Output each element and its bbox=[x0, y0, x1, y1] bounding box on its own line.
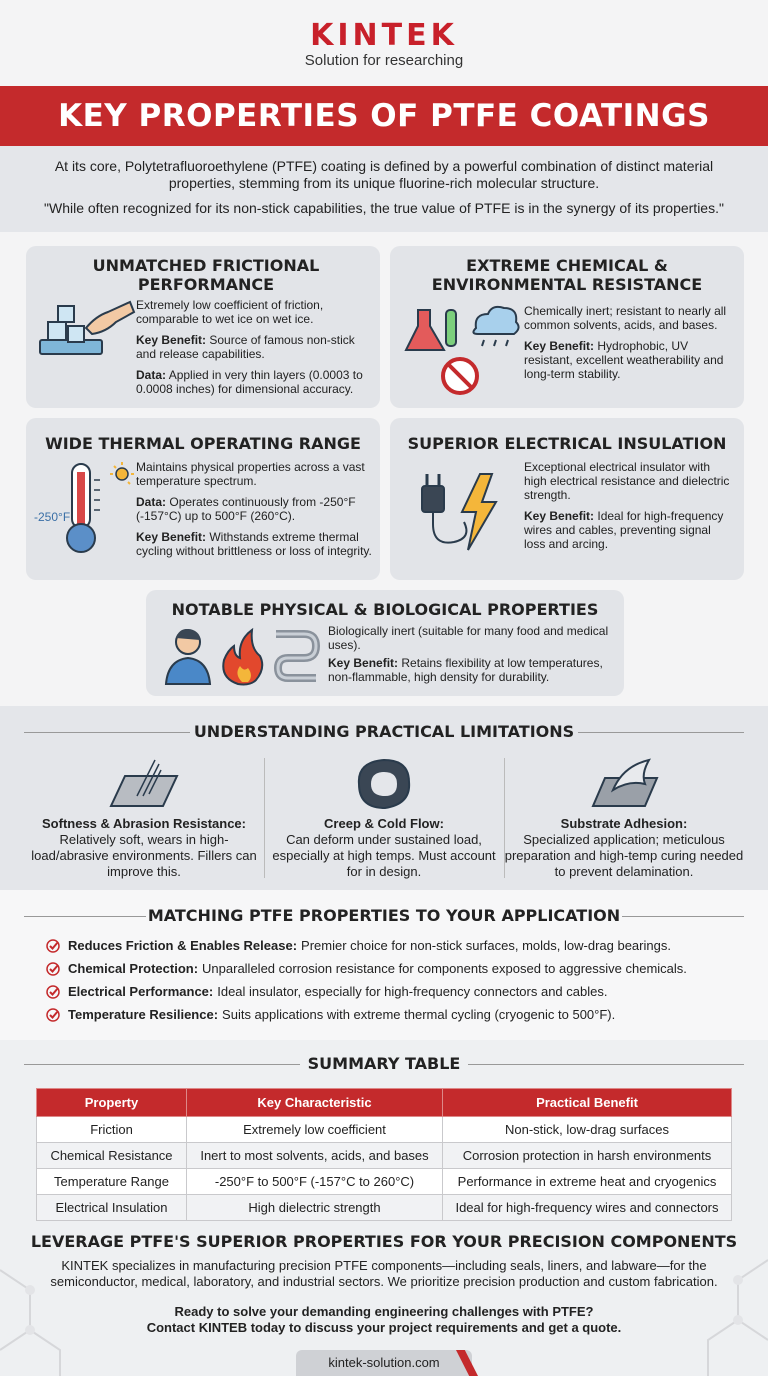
cta-contact: Contact KINTEB today to discuss your project requirements and get a quote. bbox=[146, 1320, 622, 1335]
data-text: Applied in very thin layers (0.0003 to 0.0008 inches) for dimensional accuracy. bbox=[136, 368, 363, 396]
key-benefit-label: Key Benefit: bbox=[524, 509, 595, 523]
table-cell: Electrical Insulation bbox=[37, 1195, 187, 1221]
table-cell: Friction bbox=[37, 1117, 187, 1143]
card-thermal bbox=[26, 418, 380, 580]
limitation-creep-title: Creep & Cold Flow: bbox=[324, 816, 444, 831]
table-cell: High dielectric strength bbox=[187, 1195, 443, 1221]
brand-tagline: Solution for researching bbox=[304, 52, 464, 69]
table-cell: Performance in extreme heat and cryogenics bbox=[443, 1169, 732, 1195]
limitation-creep-text: Can deform under sustained load, especially at high temps. Must account for in design. bbox=[272, 832, 496, 879]
card-thermal-benefit bbox=[136, 530, 374, 558]
list-item bbox=[46, 957, 687, 980]
application-heading-row bbox=[24, 904, 744, 928]
limitation-softness bbox=[24, 756, 264, 880]
cta-title: LEVERAGE PTFE'S SUPERIOR PROPERTIES FOR YOUR PRECISION COMPONENTS bbox=[30, 1232, 738, 1251]
thermometer-label: -250°F bbox=[34, 510, 71, 524]
card-physical-benefit bbox=[328, 656, 612, 684]
check-circle-icon bbox=[46, 939, 60, 953]
card-friction-desc: Extremely low coefficient of friction, comparable to wet ice on wet ice. bbox=[136, 298, 324, 326]
summary-table bbox=[36, 1088, 732, 1221]
list-item-text: Ideal insulator, especially for high-frequency connectors and cables. bbox=[217, 984, 608, 999]
key-benefit-text: Withstands extreme thermal cycling without brittleness or loss of integrity. bbox=[136, 530, 372, 558]
list-item-label: Temperature Resilience: bbox=[68, 1007, 219, 1022]
list-item-text: Unparalleled corrosion resistance for components exposed to aggressive chemicals. bbox=[202, 961, 687, 976]
list-item-label: Reduces Friction & Enables Release: bbox=[68, 938, 298, 953]
limitation-creep bbox=[264, 756, 504, 880]
title-banner bbox=[0, 86, 768, 146]
list-item bbox=[46, 980, 687, 1003]
person-flame-pipe-icon bbox=[164, 624, 324, 688]
key-benefit-label: Key Benefit: bbox=[328, 656, 399, 670]
cta-text: KINTEK specializes in manufacturing precision PTFE components—including seals, liners, and labware—for the semiconductor, medical, laboratory, and industrial sectors. We prioritize precision production and custom fabrication. bbox=[50, 1258, 718, 1289]
data-label: Data: bbox=[136, 368, 167, 382]
peeling-layer-icon bbox=[589, 756, 659, 812]
key-benefit-text: Ideal for high-frequency wires and cables, preventing signal loss and arcing. bbox=[524, 509, 724, 551]
key-benefit-label: Key Benefit: bbox=[524, 339, 595, 353]
intro-section bbox=[0, 146, 768, 232]
limitations-heading-row bbox=[24, 720, 744, 744]
table-cell: Extremely low coefficient bbox=[187, 1117, 443, 1143]
check-circle-icon bbox=[46, 985, 60, 999]
table-row bbox=[37, 1169, 732, 1195]
card-friction-body bbox=[136, 298, 366, 403]
intro-quote: "While often recognized for its non-stick capabilities, the true value of PTFE is in the synergy of its properties." bbox=[44, 200, 724, 216]
card-physical-body bbox=[328, 624, 612, 691]
application-list bbox=[46, 934, 687, 1026]
table-cell: Inert to most solvents, acids, and bases bbox=[187, 1143, 443, 1169]
card-physical-title: NOTABLE PHYSICAL & BIOLOGICAL PROPERTIES bbox=[171, 600, 599, 619]
limitation-adhesion bbox=[504, 756, 744, 880]
list-item bbox=[46, 934, 687, 957]
table-row bbox=[37, 1117, 732, 1143]
card-chemical-title: EXTREME CHEMICAL & ENVIRONMENTAL RESISTANCE bbox=[431, 256, 703, 294]
table-cell: Corrosion protection in harsh environments bbox=[443, 1143, 732, 1169]
card-electrical-title: SUPERIOR ELECTRICAL INSULATION bbox=[407, 434, 727, 453]
key-benefit-label: Key Benefit: bbox=[136, 530, 207, 544]
list-item-text: Premier choice for non-stick surfaces, molds, low-drag bearings. bbox=[301, 938, 671, 953]
list-item-label: Electrical Performance: bbox=[68, 984, 214, 999]
card-chemical bbox=[390, 246, 744, 408]
list-item-label: Chemical Protection: bbox=[68, 961, 199, 976]
table-cell: Chemical Resistance bbox=[37, 1143, 187, 1169]
thermometer-icon bbox=[66, 462, 136, 556]
limitation-adhesion-text: Specialized application; meticulous preparation and high-temp curing needed to prevent delamination. bbox=[504, 832, 744, 879]
limitation-adhesion-title: Substrate Adhesion: bbox=[560, 816, 688, 831]
limitations-heading: UNDERSTANDING PRACTICAL LIMITATIONS bbox=[193, 722, 575, 741]
card-friction-title: UNMATCHED FRICTIONAL PERFORMANCE bbox=[92, 256, 320, 294]
card-electrical-benefit bbox=[524, 509, 734, 551]
card-physical bbox=[146, 590, 624, 696]
list-item bbox=[46, 1003, 687, 1026]
card-thermal-body bbox=[136, 460, 374, 565]
summary-heading-row bbox=[24, 1052, 744, 1076]
table-header: Practical Benefit bbox=[443, 1089, 732, 1117]
brand-logo: KINTEK bbox=[310, 18, 458, 53]
data-text: Operates continuously from -250°F (-157°C) up to 500°F (260°C). bbox=[136, 495, 356, 523]
brand-header bbox=[0, 0, 768, 86]
table-header: Key Characteristic bbox=[187, 1089, 443, 1117]
card-chemical-benefit bbox=[524, 339, 734, 381]
card-friction-benefit bbox=[136, 333, 366, 361]
intro-text: At its core, Polytetrafluoroethylene (PTFE) coating is defined by a powerful combination of distinct material properties, stemming from its unique fluorine-rich molecular structure. bbox=[54, 158, 714, 191]
footer-website-link[interactable]: kintek-solution.com bbox=[296, 1350, 472, 1376]
card-friction-data bbox=[136, 368, 366, 396]
key-benefit-text: Source of famous non-stick and release capabilities. bbox=[136, 333, 355, 361]
table-cell: Non-stick, low-drag surfaces bbox=[443, 1117, 732, 1143]
lab-flask-cloud-icon bbox=[404, 298, 524, 398]
list-item-text: Suits applications with extreme thermal cycling (cryogenic to 500°F). bbox=[222, 1007, 616, 1022]
page-title: KEY PROPERTIES OF PTFE COATINGS bbox=[58, 98, 710, 134]
plug-lightning-icon bbox=[414, 466, 504, 556]
table-header: Property bbox=[37, 1089, 187, 1117]
card-thermal-data bbox=[136, 495, 374, 523]
scratched-surface-icon bbox=[109, 756, 179, 812]
check-circle-icon bbox=[46, 962, 60, 976]
application-section bbox=[0, 890, 768, 1040]
cta-question: Ready to solve your demanding engineering challenges with PTFE? bbox=[174, 1304, 594, 1319]
card-electrical-desc: Exceptional electrical insulator with high electrical resistance and dielectric strength. bbox=[524, 460, 730, 502]
card-thermal-title: WIDE THERMAL OPERATING RANGE bbox=[45, 434, 361, 453]
card-electrical bbox=[390, 418, 744, 580]
card-chemical-desc: Chemically inert; resistant to nearly all common solvents, acids, and bases. bbox=[524, 304, 727, 332]
card-electrical-body bbox=[524, 460, 734, 558]
key-benefit-text: Retains flexibility at low temperatures, non-flammable, high density for durability. bbox=[328, 656, 603, 684]
table-cell: Ideal for high-frequency wires and connectors bbox=[443, 1195, 732, 1221]
table-row bbox=[37, 1195, 732, 1221]
application-heading: MATCHING PTFE PROPERTIES TO YOUR APPLICATION bbox=[147, 906, 621, 925]
table-header-row bbox=[37, 1089, 732, 1117]
table-row bbox=[37, 1143, 732, 1169]
card-chemical-body bbox=[524, 304, 734, 388]
key-benefit-text: Hydrophobic, UV resistant, excellent weatherability and long-term stability. bbox=[524, 339, 724, 381]
cta-contact-block bbox=[0, 1304, 768, 1336]
deformed-ring-icon bbox=[349, 756, 419, 812]
card-friction bbox=[26, 246, 380, 408]
data-label: Data: bbox=[136, 495, 167, 509]
limitations-section bbox=[0, 706, 768, 890]
table-cell: Temperature Range bbox=[37, 1169, 187, 1195]
table-cell: -250°F to 500°F (-157°C to 260°C) bbox=[187, 1169, 443, 1195]
limitation-softness-text: Relatively soft, wears in high-load/abrasive environments. Fillers can improve this. bbox=[31, 832, 257, 879]
summary-heading: SUMMARY TABLE bbox=[307, 1054, 461, 1073]
card-physical-desc: Biologically inert (suitable for many food and medical uses). bbox=[328, 624, 609, 652]
card-thermal-desc: Maintains physical properties across a vast temperature spectrum. bbox=[136, 460, 365, 488]
ice-cubes-hand-icon bbox=[36, 298, 136, 368]
key-benefit-label: Key Benefit: bbox=[136, 333, 207, 347]
check-circle-icon bbox=[46, 1008, 60, 1022]
limitation-softness-title: Softness & Abrasion Resistance: bbox=[42, 816, 246, 831]
